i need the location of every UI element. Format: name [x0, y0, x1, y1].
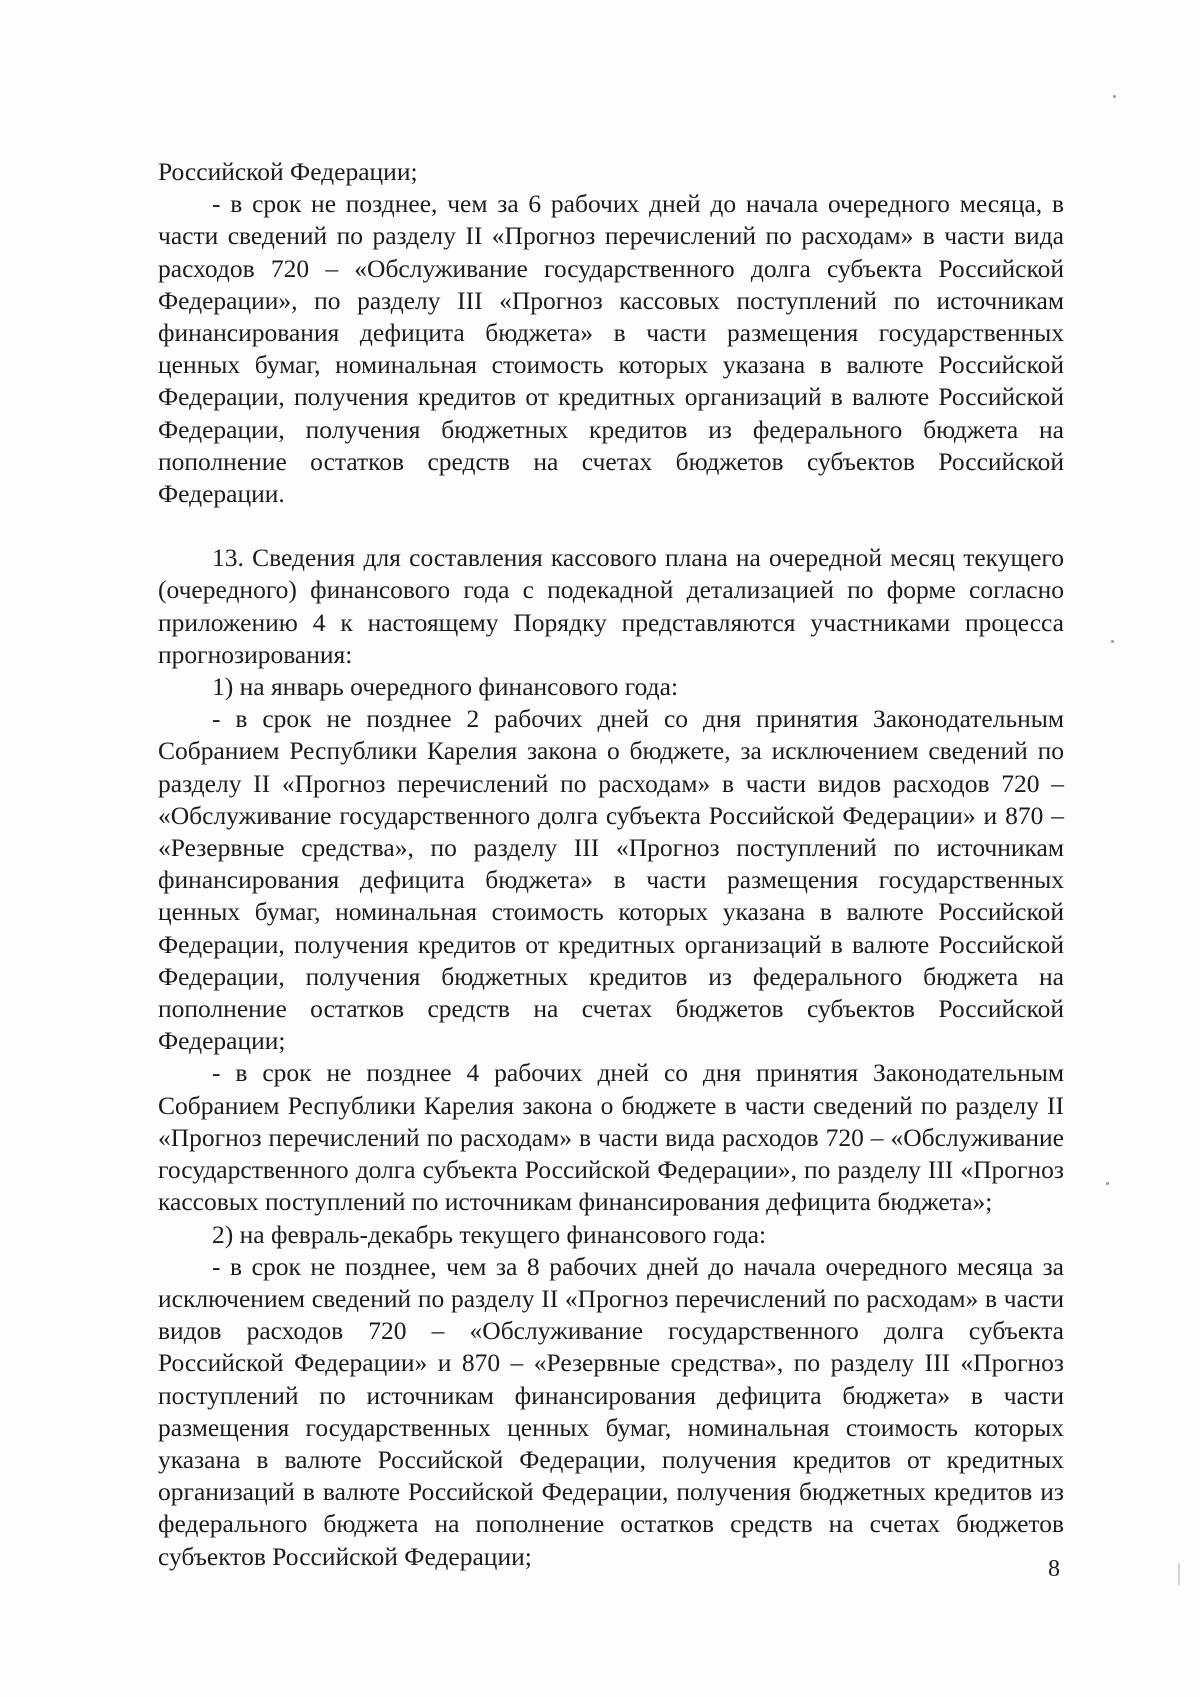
- scan-speck: [1106, 1182, 1109, 1185]
- paragraph-deadline-6-days: - в срок не позднее, чем за 6 рабочих дней до начала очередного месяца, в части сведений по разделу II «Прогноз перечислений по расходам» в части вида расходов 720 – «Обслуживание государственного долга субъекта Российской Федерации», по разделу III «Прогноз кассовых поступлений по источникам финансирования дефицита бюджета» в части размещения государственных ценных бумаг, номинальная стоимость которых указана в валюте Российской Федерации, получения кредитов от кредитных организаций в валюте Российской Федерации, получения бюджетных кредитов из федерального бюджета на пополнение остатков средств на счетах бюджетов субъектов Российской Федерации.: [158, 189, 1064, 509]
- scan-speck: [1111, 640, 1114, 643]
- paragraph-item-13: 13. Сведения для составления кассового плана на очередной месяц текущего (очередного) финансового года с подекадной детализацией по форме согласно приложению 4 к настоящему Порядку представляются участниками процесса прогнозирования:: [158, 543, 1064, 669]
- paragraph-january: 1) на январь очередного финансового года:: [212, 672, 679, 702]
- page-number: 8: [1048, 1556, 1060, 1582]
- paragraph-february-december: 2) на февраль-декабрь текущего финансового года:: [212, 1219, 767, 1249]
- paragraph-deadline-8-days: - в срок не позднее, чем за 8 рабочих дней до начала очередного месяца за исключением сведений по разделу II «Прогноз перечислений по расходам» в части видов расходов 720 – «Обслуживание государственного долга субъекта Российской Федерации» и 870 – «Резервные средства», по разделу III «Прогноз поступлений по источникам финансирования дефицита бюджета» в части размещения государственных ценных бумаг, номинальная стоимость которых указана в валюте Российской Федерации, получения кредитов от кредитных организаций в валюте Российской Федерации, получения бюджетных кредитов из федерального бюджета на пополнение остатков средств на счетах бюджетов субъектов Российской Федерации;: [158, 1251, 1064, 1571]
- scan-speck: [1113, 95, 1116, 98]
- paragraph-continuation: Российской Федерации;: [158, 157, 418, 186]
- paragraph-deadline-2-days: - в срок не позднее 2 рабочих дней со дня принятия Законодательным Собранием Республики Карелия закона о бюджете, за исключением сведений по разделу II «Прогноз перечислений по расходам» в части видов расходов 720 – «Обслуживание государственного долга субъекта Российской Федерации» и 870 – «Резервные средства», по разделу III «Прогноз поступлений по источникам финансирования дефицита бюджета» в части размещения государственных ценных бумаг, номинальная стоимость которых указана в валюте Российской Федерации, получения кредитов от кредитных организаций в валюте Российской Федерации, получения бюджетных кредитов из федерального бюджета на пополнение остатков средств на счетах бюджетов субъектов Российской Федерации;: [158, 704, 1064, 1056]
- document-body: [158, 156, 1064, 1573]
- scan-speck: [1178, 1563, 1180, 1585]
- paragraph-deadline-4-days: - в срок не позднее 4 рабочих дней со дня принятия Законодательным Собранием Республики Карелия закона о бюджете в части сведений по разделу II «Прогноз перечислений по расходам» в части вида расходов 720 – «Обслуживание государственного долга субъекта Российской Федерации», по разделу III «Прогноз кассовых поступлений по источникам финансирования дефицита бюджета»;: [158, 1058, 1064, 1217]
